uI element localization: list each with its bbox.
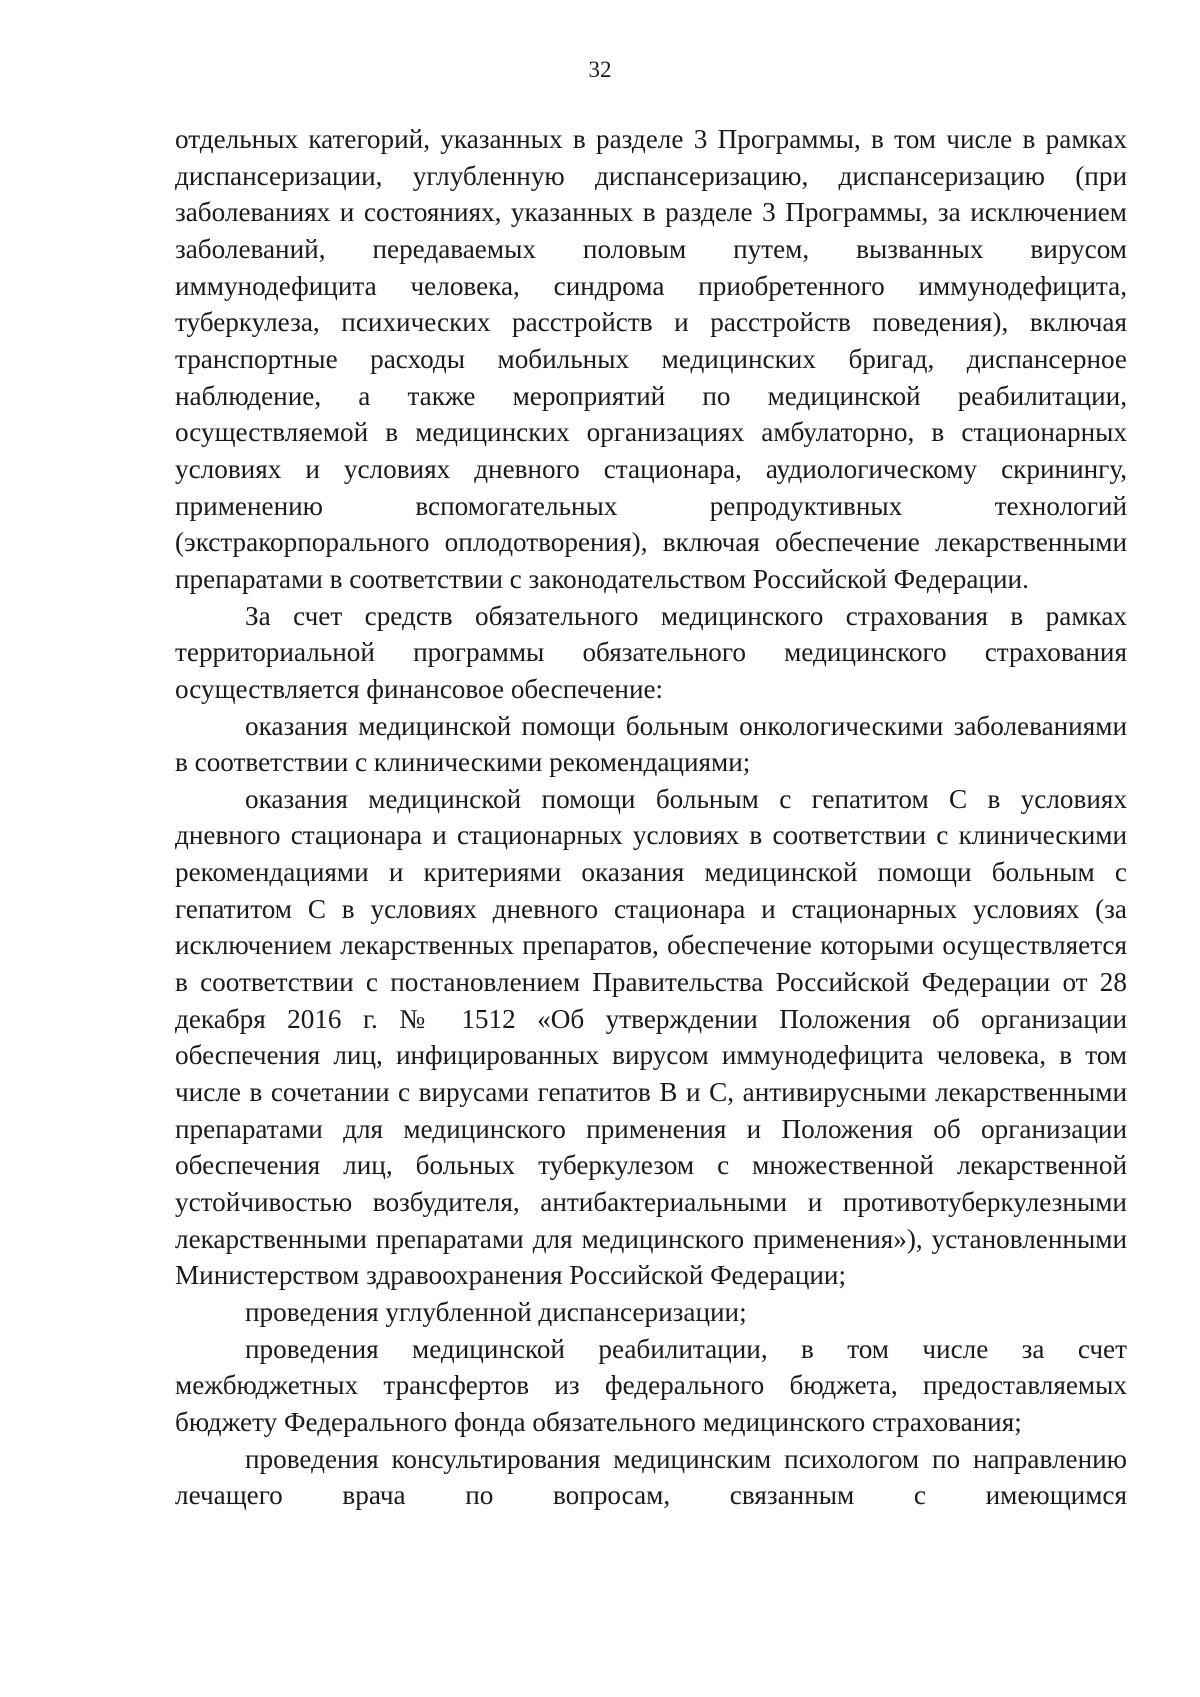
paragraph-rehabilitation: проведения медицинской реабилитации, в том числе за счет межбюджетных трансфертов из федерального бюджета, предоставляемых бюджету Федерального фонда обязательного медицинского страхования; [175,1333,1127,1437]
paragraph-funding-intro: За счет средств обязательного медицинского страхования в рамках территориальной программы обязательного медицинского страхования осуществляется финансовое обеспечение: [175,600,1127,704]
paragraph-in-depth-screening: проведения углубленной диспансеризации; [245,1297,747,1327]
document-body [175,121,1127,1514]
paragraph-oncology: оказания медицинской помощи больным онкологическими заболеваниями в соответствии с клиническими рекомендациями; [175,710,1127,778]
paragraph-psychologist-consulting: проведения консультирования медицинским психологом по направлению лечащего врача по вопросам, связанным с имеющимся [175,1443,1127,1511]
paragraph-continuation: отдельных категорий, указанных в разделе 3 Программы, в том числе в рамках диспансеризации, углубленную диспансеризацию, диспансеризацию (при заболеваниях и состояниях, указанных в разделе 3 Программы, за исключением заболеваний, передаваемых половым путем, вызванных вирусом иммунодефицита человека, синдрома приобретенного иммунодефицита, туберкулеза, психических расстройств и расстройств поведения), включая транспортные расходы мобильных медицинских бригад, диспансерное наблюдение, а также мероприятий по медицинской реабилитации, осуществляемой в медицинских организациях амбулаторно, в стационарных условиях и условиях дневного стационара, аудиологическому скринингу, применению вспомогательных репродуктивных технологий (экстракорпорального оплодотворения), включая обеспечение лекарственными препаратами в соответствии с законодательством Российской Федерации. [175,124,1127,594]
page-number: 32 [588,57,612,82]
paragraph-hepatitis-c: оказания медицинской помощи больным с гепатитом С в условиях дневного стационара и стационарных условиях в соответствии с клиническими рекомендациями и критериями оказания медицинской помощи больным с гепатитом С в условиях дневного стационара и стационарных условиях (за исключением лекарственных препаратов, обеспечение которыми осуществляется в соответствии с постановлением Правительства Российской Федерации от 28 декабря 2016 г. № 1512 «Об утверждении Положения об организации обеспечения лиц, инфицированных вирусом иммунодефицита человека, в том числе в сочетании с вирусами гепатитов В и С, антивирусными лекарственными препаратами для медицинского применения и Положения об организации обеспечения лиц, больных туберкулезом с множественной лекарственной устойчивостью возбудителя, антибактериальными и противотуберкулезными лекарственными препаратами для медицинского применения»), установленными Министерством здравоохранения Российской Федерации; [175,783,1127,1291]
